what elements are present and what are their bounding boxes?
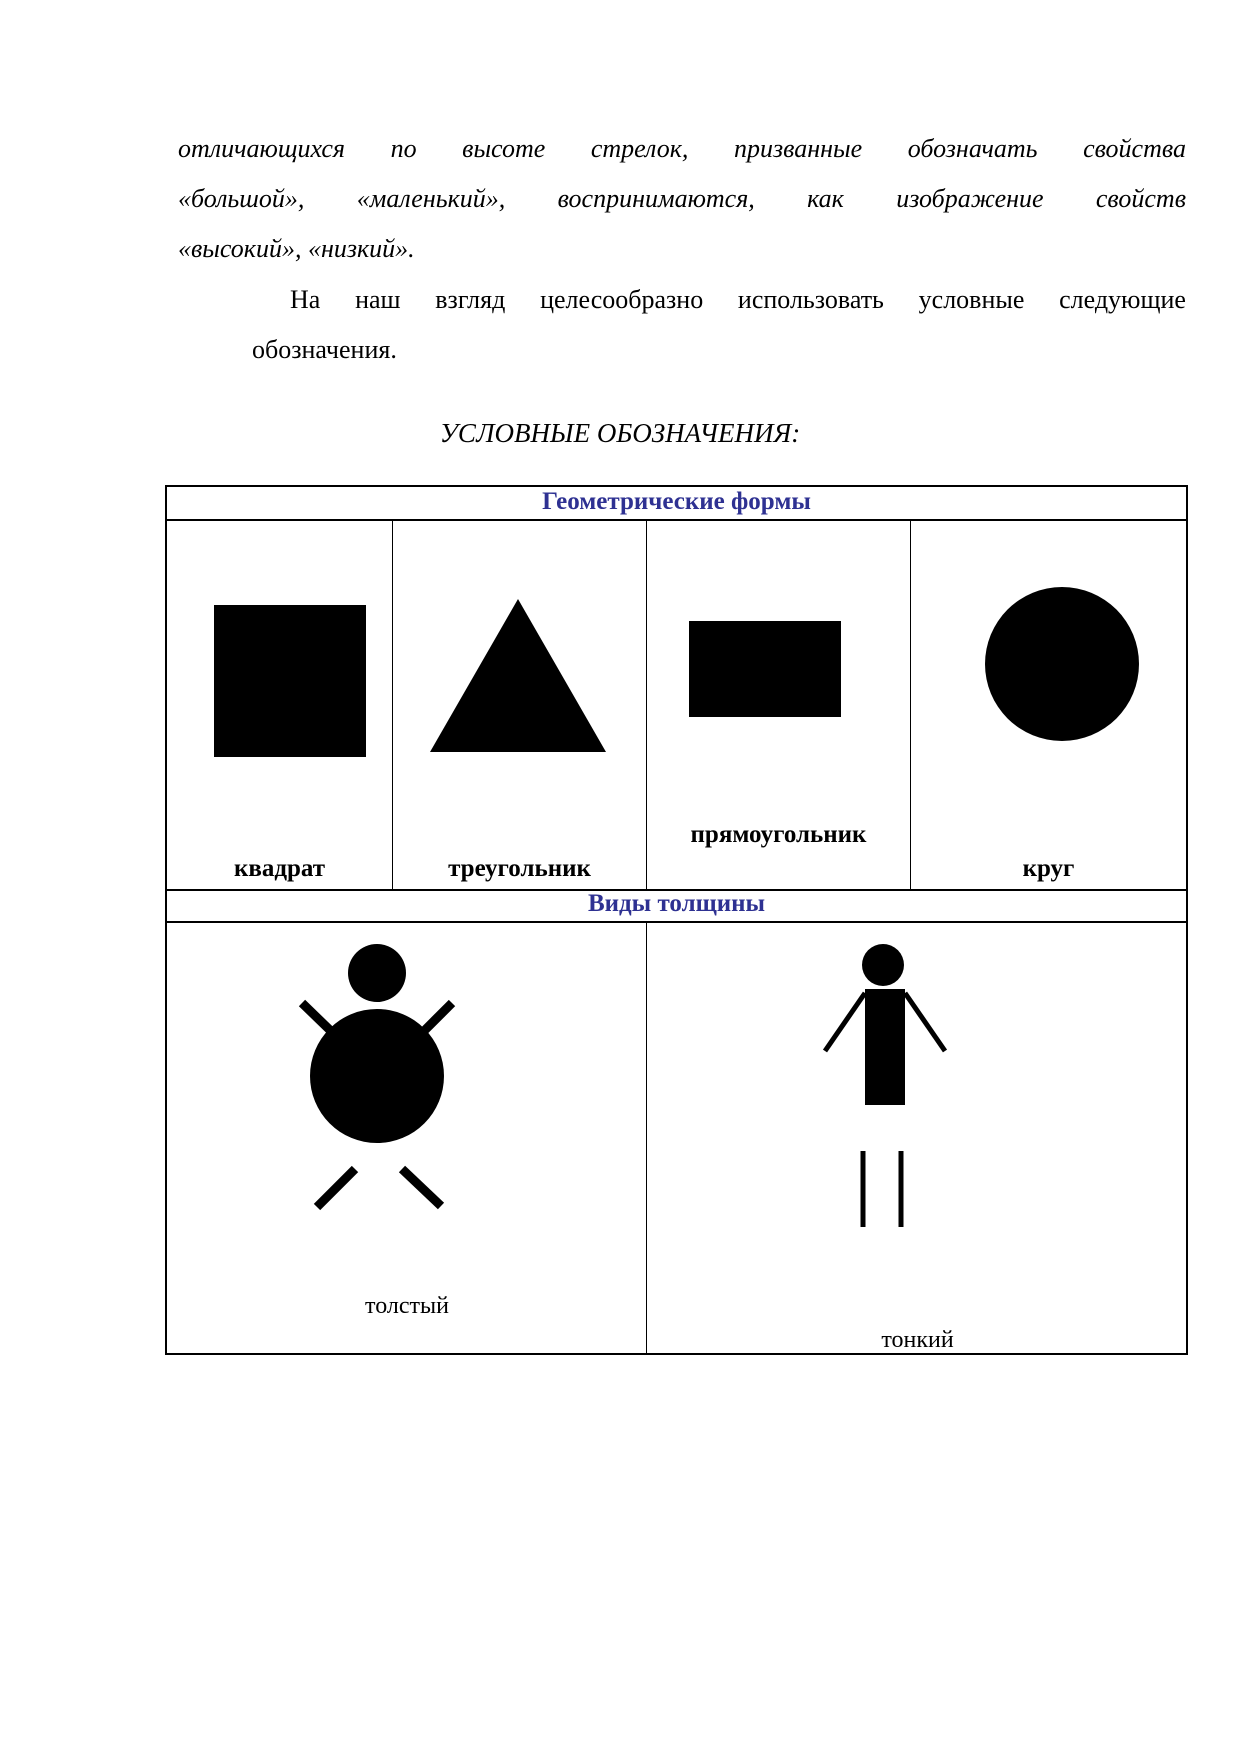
word: использовать (737, 285, 884, 314)
fat-label: толстый (365, 1293, 449, 1319)
word: «большой», (178, 184, 305, 213)
square-shape (214, 605, 366, 757)
table-divider (167, 921, 1186, 923)
word: свойства (1083, 134, 1186, 163)
geometry-header: Геометрические формы (542, 488, 811, 515)
thin-label: тонкий (881, 1327, 954, 1353)
fat-figure (307, 943, 507, 1213)
word: стрелок, (590, 134, 689, 163)
word: целесообразно (540, 285, 704, 314)
legend-table (165, 485, 1188, 1355)
word: изображение (896, 184, 1044, 213)
word: взгляд (435, 285, 506, 314)
table-divider (910, 521, 911, 889)
paragraph-line-2: обозначения. (252, 335, 397, 364)
thin-figure (817, 943, 947, 1243)
triangle-label: треугольник (448, 855, 591, 882)
text-line-3-content: «высокий», «низкий». (178, 234, 415, 263)
text-line-1 (178, 134, 1186, 164)
word: воспринимаются, (557, 184, 755, 213)
circle-shape (985, 587, 1139, 741)
word: свойств (1095, 184, 1186, 213)
paragraph-line-1 (290, 285, 1186, 315)
table-divider (167, 519, 1186, 521)
word: призванные (733, 134, 863, 163)
word: по (390, 134, 417, 163)
rectangle-shape (689, 621, 841, 717)
word: наш (355, 285, 401, 314)
word: высоте (462, 134, 546, 163)
circle-label: круг (1022, 855, 1075, 882)
word: «маленький», (356, 184, 506, 213)
table-divider (646, 923, 647, 1355)
word: следующие (1059, 285, 1186, 314)
triangle-shape (430, 599, 606, 752)
word: условные (918, 285, 1025, 314)
rectangle-label: прямоугольник (690, 821, 867, 848)
square-label: квадрат (233, 855, 326, 882)
text-line-2 (178, 184, 1186, 214)
table-divider (392, 521, 393, 889)
legend-title: УСЛОВНЫЕ ОБОЗНАЧЕНИЯ: (439, 418, 801, 448)
thickness-header: Виды толщины (587, 890, 766, 917)
word: отличающихся (178, 134, 345, 163)
word: как (807, 184, 844, 213)
word: обозначать (907, 134, 1038, 163)
text-line-3 (178, 234, 1186, 264)
word: На (290, 285, 321, 314)
